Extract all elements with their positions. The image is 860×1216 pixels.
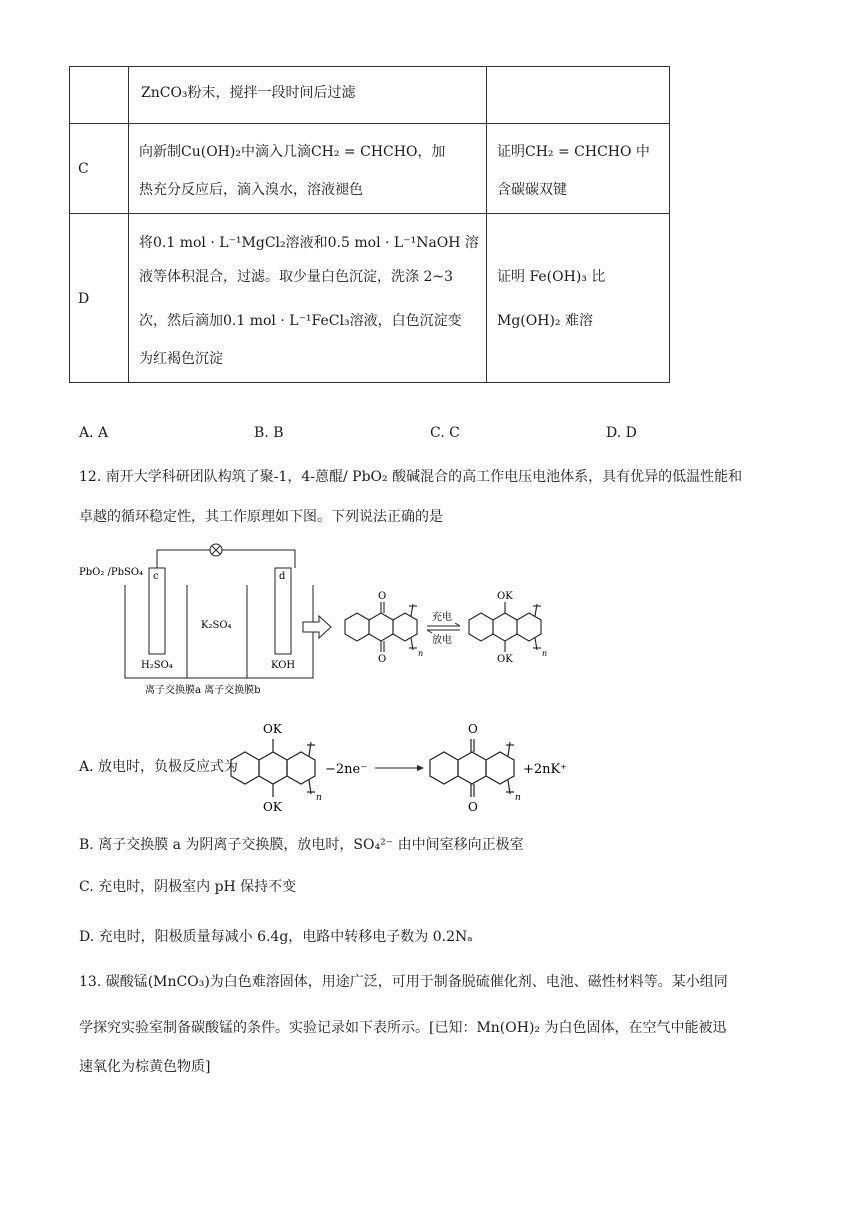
quinone-top-o: O (378, 591, 387, 602)
lamp-icon (210, 544, 222, 556)
equation-right-bottom-o: O (468, 800, 478, 814)
q11-option-c[interactable]: C. C (430, 425, 460, 441)
electrode-left-label: PbO₂ /PbSO₄ (79, 567, 144, 578)
reduced-n: n (542, 649, 548, 658)
quinone-n: n (418, 649, 424, 658)
left-solution-label: H₂SO₄ (141, 660, 173, 671)
equation-left-top-ok: OK (263, 722, 282, 736)
q12-option-d[interactable]: D. 充电时，阳极质量每减小 6.4g，电路中转移电子数为 0.2Nₐ (79, 929, 473, 945)
table-row-c-experiment-line2: 热充分反应后，滴入溴水，溶液褪色 (139, 182, 363, 198)
equation-minus-electrons: −2ne⁻ (325, 762, 368, 777)
reduced-top-ok: OK (497, 591, 513, 602)
q11-option-b[interactable]: B. B (254, 425, 284, 441)
quinone-bottom-o: O (378, 654, 387, 665)
q11-option-d[interactable]: D. D (606, 425, 637, 441)
table-row-top-experiment: ZnCO₃粉末，搅拌一段时间后过滤 (141, 85, 356, 101)
q12-option-c[interactable]: C. 充电时，阴极室内 pH 保持不变 (79, 879, 297, 895)
equation-left-bottom-ok: OK (263, 800, 282, 814)
q12-stem-line2: 卓越的循环稳定性，其工作原理如下图。下列说法正确的是 (79, 509, 443, 525)
table-row-d-label: D (78, 291, 90, 307)
table-row-d-purpose-line1: 证明 Fe(OH)₃ 比 (497, 269, 606, 285)
table-row-c-purpose-line1: 证明CH₂ = CHCHO 中 (497, 144, 650, 160)
table-row-d-experiment-line2: 液等体积混合，过滤。取少量白色沉淀，洗涤 2~3 (139, 269, 453, 285)
equation-left-n: n (316, 793, 322, 803)
reduced-bottom-ok: OK (497, 654, 513, 665)
electrode-d-label: d (279, 571, 286, 582)
table-row-d-experiment-line3: 次，然后滴加0.1 mol · L⁻¹FeCl₃溶液，白色沉淀变 (139, 313, 462, 329)
table-row-c-label: C (78, 161, 89, 177)
q12-option-a-prefix[interactable]: A. 放电时，负极反应式为 (79, 759, 239, 775)
reduced-polymer-structure (469, 602, 541, 652)
middle-solution-label: K₂SO₄ (201, 620, 232, 631)
battery-cell-diagram (75, 540, 575, 700)
table-row-d-experiment-line4: 为红褐色沉淀 (139, 351, 223, 367)
equation-plus-k: +2nK⁺ (523, 762, 568, 777)
right-solution-label: KOH (271, 660, 296, 671)
q13-line2: 学探究实验室制备碳酸锰的条件。实验记录如下表所示。[已知：Mn(OH)₂ 为白色固体，在空气中能被迅 (79, 1020, 727, 1036)
electrode-c-label: c (153, 571, 159, 582)
equation-right-n: n (515, 793, 521, 803)
table-row-c-experiment-line1: 向新制Cu(OH)₂中滴入几滴CH₂ = CHCHO，加 (139, 144, 446, 160)
q13-line3: 速氧化为棕黄色物质] (79, 1059, 211, 1075)
table-row-d-purpose-line2: Mg(OH)₂ 难溶 (497, 313, 593, 329)
anthraquinone-polymer-structure (345, 602, 417, 652)
q11-option-a[interactable]: A. A (79, 425, 109, 441)
equation-right-top-o: O (468, 722, 478, 736)
membrane-caption: 离子交换膜a 离子交换膜b (145, 685, 261, 696)
table-row-d-experiment-line1: 将0.1 mol · L⁻¹MgCl₂溶液和0.5 mol · L⁻¹NaOH 溶 (139, 235, 479, 251)
q12-stem-line1: 12. 南开大学科研团队构筑了聚-1，4-蒽醌/ PbO₂ 酸碱混合的高工作电压电池体系，具有优异的低温性能和 (79, 469, 743, 485)
table-row-c-purpose-line2: 含碳碳双键 (497, 182, 567, 198)
discharge-label: 放电 (432, 635, 452, 646)
charge-label: 充电 (432, 612, 452, 623)
hollow-arrow-icon (303, 616, 331, 638)
q12-option-b[interactable]: B. 离子交换膜 a 为阴离子交换膜，放电时，SO₄²⁻ 由中间室移向正极室 (79, 837, 524, 853)
q13-line1: 13. 碳酸锰(MnCO₃)为白色难溶固体，用途广泛，可用于制备脱硫催化剂、电池、磁性材料等。某小组同 (79, 974, 728, 990)
option-a-equation (225, 715, 625, 820)
